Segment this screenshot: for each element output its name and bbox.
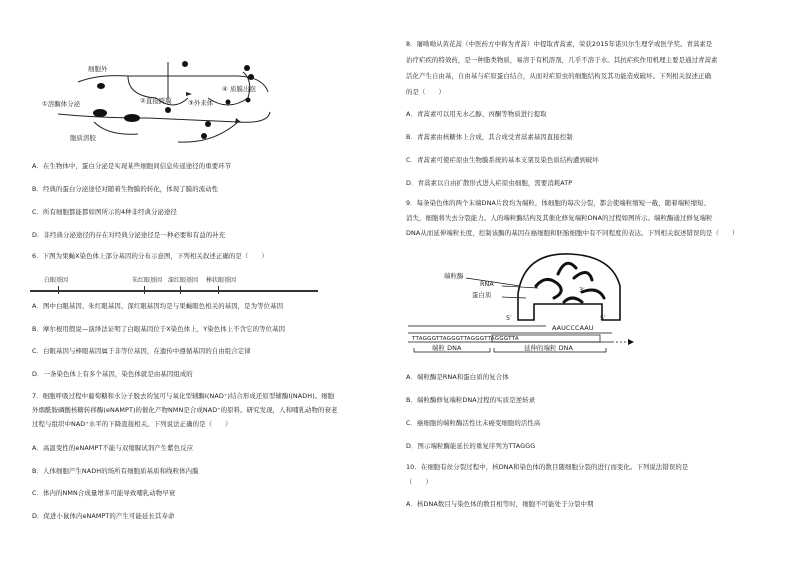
fig1-label-outside: 细胞外 [88, 65, 108, 73]
q10-option-a: A．核DNA数目与染色体的数目相等时，细胞不可能处于分裂中期 [406, 500, 594, 508]
gene-tick [180, 286, 181, 294]
q9-option-b: B．端粒酶修复端粒DNA过程的实质是逆转录 [406, 396, 536, 404]
q7-option-c: C．体内的NMN合成量增多可能导致哺乳动物早衰 [32, 489, 176, 497]
fig9-label-telomere-dna: 端粒 DNA [432, 344, 462, 352]
q7-stem-line-1: 7．细胞呼吸过程中葡萄糖和水分子脱去的氢可与氧化型辅酶Ⅰ(NAD⁺)结合形成还原型辅酶Ⅰ(NADH)。细胞 [32, 392, 335, 400]
q10-stem-line-1: 10．在细胞有丝分裂过程中，核DNA和染色体的数目随细胞分裂的进行而变化。下列说法错误的是 [406, 463, 689, 471]
q7-option-d: D．促进小鼠体内eNAMPT的产生可能延长其寿命 [32, 512, 175, 520]
q7-option-a: A．高温变性的eNAMPT不能与双缩脲试剂产生紫色反应 [32, 444, 194, 452]
q10-stem-line-2: （ ） [406, 478, 432, 486]
q9-option-d: D．图示端粒酶能延长的重复序列为TTAGGG [406, 442, 536, 450]
gene-tick [58, 286, 59, 294]
gene-label-vermilion: 朱红眼基因 [132, 277, 163, 284]
q6-option-c: C．白眼基因与棒眼基因属于非等位基因，在遗传中遵循基因的自由组合定律 [32, 347, 251, 355]
fig9-label-extended-dna: 延伸的端粒 DNA [524, 344, 573, 352]
fig9-label-5prime-top: 5′ [506, 314, 512, 322]
q5-option-c: C．所有细胞都能都如图所示的4种非经典分泌途径 [32, 208, 178, 216]
q8-option-b: B．青蒿素由核糖体上合成，其合成受青蒿素基因直接控制 [406, 133, 573, 141]
q7-stem-line-3: 过程与组织中NAD⁺水平的下降直接相关。下列说法正确的是（ ） [32, 420, 232, 428]
q8-option-d: D．青蒿素以自由扩散形式进入疟原虫细胞，需要消耗ATP [406, 179, 573, 187]
q8-stem-line-4: 的是（ ） [406, 88, 445, 96]
gene-label-deep-red: 深红眼基因 [168, 277, 199, 284]
q6-option-d: D．一条染色体上有多个基因，染色体就是由基因组成的 [32, 370, 193, 378]
q8-option-c: C．青蒿素可使疟原虫生物膜系统的基本支架及染色质结构遭到破坏 [406, 156, 599, 164]
q8-stem-line-2: 治疗疟疾的特效药，是一种脂类物质，易溶于有机溶剂，几乎不溶于水。其抗疟疾作用机理主要是通过青蒿素 [406, 56, 718, 64]
fig1-label-cytosol: 胞质溶胶 [70, 134, 96, 142]
fig1-label-lysosome: ①溶酶体分泌 [42, 100, 81, 108]
q9-stem-line-1: 9．每条染色体的两个末端DNA片段均为端粒，体细胞的每次分裂，都会使端粒缩短一截，随着端粒缩短、 [406, 199, 711, 207]
q9-option-a: A．端粒酶是RNA和蛋白质的复合体 [406, 373, 509, 381]
gene-label-bar: 棒状眼基因 [206, 277, 237, 284]
q9-option-c: C．癌细胞的端粒酶活性比未癌变细胞的活性高 [406, 419, 541, 427]
fig9-label-5prime-bottom: 5′ [600, 314, 606, 322]
q9-stem-line-3: DNA从而延伸端粒长度，控制该酶的基因在癌细胞和胚胎细胞中有不同程度的表达。下列相关叙述错误的是（ ） [406, 229, 739, 237]
fig9-label-protein: 蛋白质 [472, 291, 492, 299]
q9-stem-line-2: 消失，细胞将失去分裂能力。人的端粒酶结构及其催化修复端粒DNA的过程如图所示。端粒酶通过修复端粒 [406, 214, 713, 222]
fig1-label-bleb: ④ 质膜出泡 [222, 85, 256, 93]
right-column [406, 0, 778, 562]
q7-option-b: B．人体细胞产生NADH的场所有细胞质基质和线粒体内膜 [32, 467, 199, 475]
q6-stem: 6．下图为果蝇X染色体上部分基因的分布示意图，下列相关叙述正确的是（ ） [32, 252, 268, 260]
fig9-label-rna: RNA [480, 280, 494, 288]
fig9-label-3prime: 3′ [579, 286, 585, 294]
q5-option-b: B．经典的蛋白分泌途径对随着生物膜的转化，体现了膜的流动性 [32, 185, 219, 193]
q6-option-b: B．摩尔根用假说—演绎法证明了白眼基因位于X染色体上，Y染色体上不含它的等位基因 [32, 325, 286, 333]
fig1-label-direct: ②直接跨膜 [140, 97, 172, 105]
gene-label-white: 白眼基因 [44, 277, 69, 284]
left-column [28, 0, 398, 562]
gene-tick [144, 286, 145, 294]
fig9-template: AAUCCCAAU [552, 324, 594, 332]
q8-option-a: A．青蒿素可以用无水乙醇、丙酮等物质进行提取 [406, 110, 547, 118]
q8-stem-line-1: 8．屠呦呦从黄花蒿（中医药方中称为青蒿）中提取青蒿素，荣获2015年诺贝尔生理学或医学奖。青蒿素是 [406, 40, 713, 48]
q8-stem-line-3: 活化产生自由基，自由基与疟原蛋白结合，从而对疟原虫的细胞结构及其功能造成破坏。下列相关叙述正确 [406, 72, 712, 80]
q6-option-a: A．图中白眼基因、朱红眼基因、深红眼基因均是与果蝇眼色相关的基因，是为等位基因 [32, 302, 284, 310]
fig1-label-exosome: ③外来体 [188, 99, 214, 107]
chromosome-bar [30, 290, 318, 292]
fig9-label-enzyme: 端粒酶 [444, 272, 464, 280]
fig9-strand-sequence: TTAGGGTTAGGGTTAGGGTTAGGGTTA [412, 336, 519, 342]
gene-tick [218, 286, 219, 294]
q5-option-a: A．在生物体中，蛋白分泌是实现某些细胞间信息传递途径的重要环节 [32, 162, 232, 170]
q7-stem-line-2: 外烟酰胺磷酸核糖转移酶(eNAMPT)的催化产物NMN是合成NAD⁺的原料。研究发现，人和哺乳动物的衰老 [32, 406, 338, 414]
q5-option-d: D．非经典分泌途径的存在对经典分泌途径是一种必要和有益的补充 [32, 231, 226, 239]
